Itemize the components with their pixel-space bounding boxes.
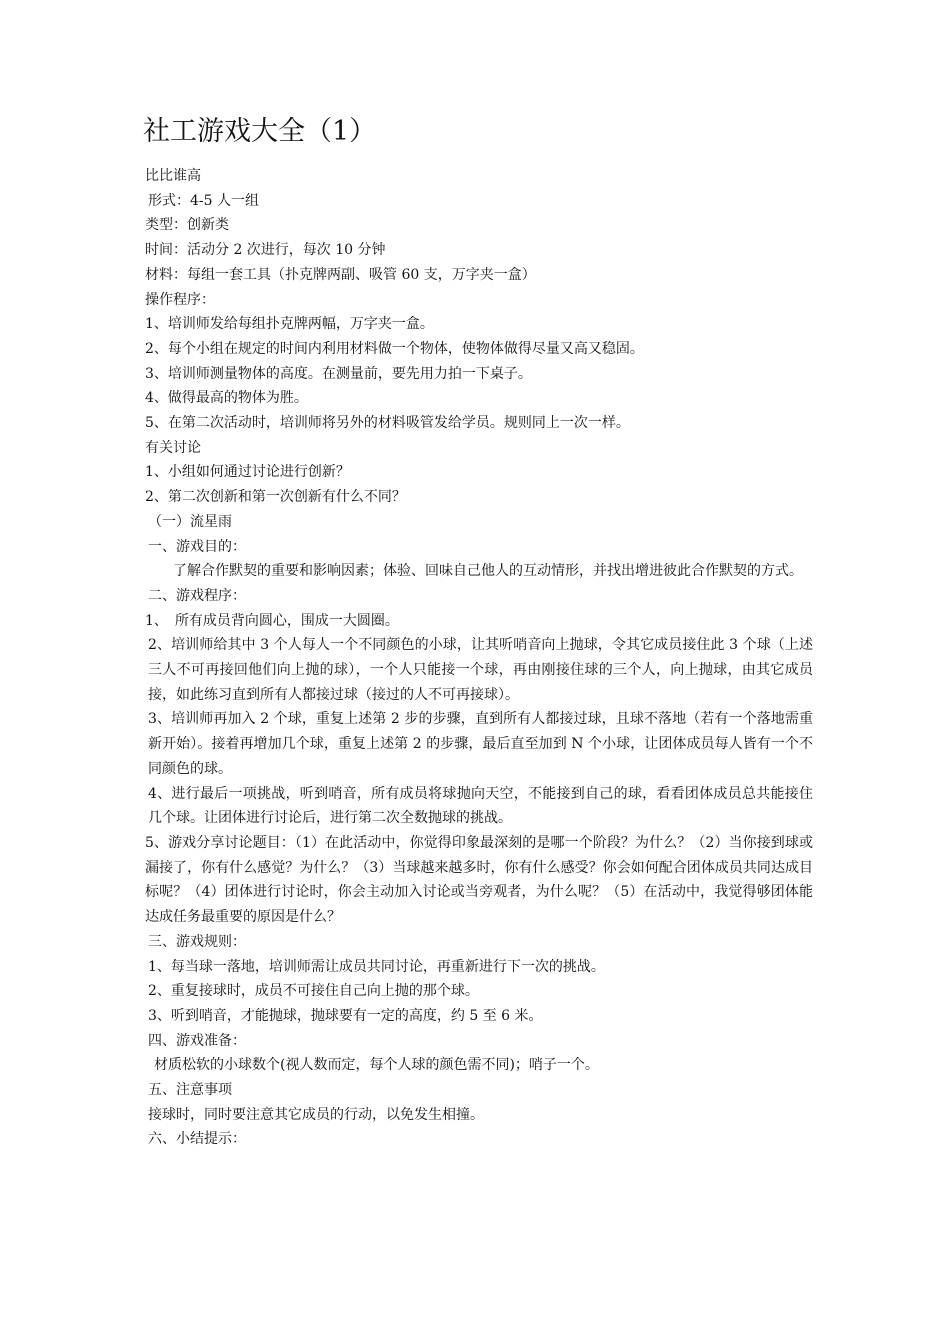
body-line: （一）流星雨: [148, 513, 232, 530]
body-line: 六、小结提示：: [148, 1131, 246, 1148]
body-line: 形式：4-5 人一组: [148, 192, 259, 209]
body-line: 1、小组如何通过讨论进行创新？: [145, 464, 350, 481]
body-paragraph: 5、游戏分享讨论题目：（1）在此活动中，你觉得印象最深刻的是哪一个阶段？为什么？（2）当你接到球或漏接了，你有什么感觉？为什么？（3）当球越来越多时，你有什么感受？你会如何配合团体成员共同达成目标呢？（4）团体进行讨论时，你会主动加入讨论或当旁观者，为什么呢？（5）在活动中，我觉得够团体能达成任务最重要的原因是什么？: [145, 834, 813, 926]
body-line: 比比谁高: [145, 168, 201, 184]
body-line: 材料：每组一套工具（扑克牌两副、吸管 60 支，万字夹一盒）: [145, 266, 536, 283]
body-line: 五、注意事项: [148, 1082, 232, 1099]
body-line: 类型：创新类: [145, 217, 229, 234]
body-line: 四、游戏准备：: [148, 1032, 246, 1049]
body-line: 2、每个小组在规定的时间内利用材料做一个物体，使物体做得尽量又高又稳固。: [145, 340, 644, 357]
body-line: 操作程序：: [145, 291, 215, 308]
body-line: 1、培训师发给每组扑克牌两幅，万字夹一盒。: [145, 316, 434, 333]
body-line: 2、重复接球时，成员不可接住自己向上抛的那个球。: [148, 983, 479, 1000]
body-line: 4、做得最高的物体为胜。: [145, 390, 308, 407]
body-line: 5、在第二次活动时，培训师将另外的材料吸管发给学员。规则同上一次一样。: [145, 415, 630, 432]
body-line: 3、培训师测量物体的高度。在测量前，要先用力拍一下桌子。: [145, 365, 532, 382]
body-line: 有关讨论: [145, 439, 201, 456]
body-line: 2、第二次创新和第一次创新有什么不同？: [145, 489, 406, 506]
body-line: 二、游戏程序：: [148, 587, 246, 604]
body-line: 三、游戏规则：: [148, 933, 246, 950]
body-line: 一、游戏目的：: [148, 538, 246, 555]
body-paragraph: 3、培训师再加入 2 个球，重复上述第 2 步的步骤，直到所有人都接过球，且球不落地（若有一个落地需重新开始）。接着再增加几个球，重复上述第 2 的步骤，最后直至加到 N 个小球，让团体成员每人皆有一个不同颜色的球。: [148, 711, 813, 777]
body-line: 1、每当球一落地，培训师需让成员共同讨论，再重新进行下一次的挑战。: [148, 958, 605, 975]
document-body: [145, 164, 813, 1152]
body-line: 3、听到哨音，才能抛球，抛球要有一定的高度，约 5 至 6 米。: [148, 1007, 543, 1024]
body-paragraph: 了解合作默契的重要和影响因素；体验、回味自己他人的互动情形，并找出增进彼此合作默契的方式。: [173, 563, 803, 580]
document-title: 社工游戏大全（1）: [143, 116, 377, 147]
body-line: 接球时，同时要注意其它成员的行动，以免发生相撞。: [148, 1106, 484, 1123]
document-page: [145, 112, 813, 1152]
body-line: 时间：活动分 2 次进行，每次 10 分钟: [145, 242, 386, 259]
body-paragraph: 2、培训师给其中 3 个人每人一个不同颜色的小球，让其听哨音向上抛球，令其它成员接住此 3 个球（上述三人不可再接回他们向上抛的球），一个人只能接一个球，再由刚接住球的三个人，向上抛球，由其它成员接，如此练习直到所有人都接过球（接过的人不可再接球）。: [148, 637, 813, 703]
body-line: 材质松软的小球数个(视人数而定，每个人球的颜色需不同)；哨子一个。: [154, 1057, 599, 1074]
body-paragraph: 4、进行最后一项挑战，听到哨音，所有成员将球抛向天空，不能接到自己的球，看看团体成员总共能接住几个球。让团体进行讨论后，进行第二次全数抛球的挑战。: [148, 785, 813, 827]
body-line: 1、 所有成员背向圆心，围成一大圆圈。: [145, 612, 399, 629]
